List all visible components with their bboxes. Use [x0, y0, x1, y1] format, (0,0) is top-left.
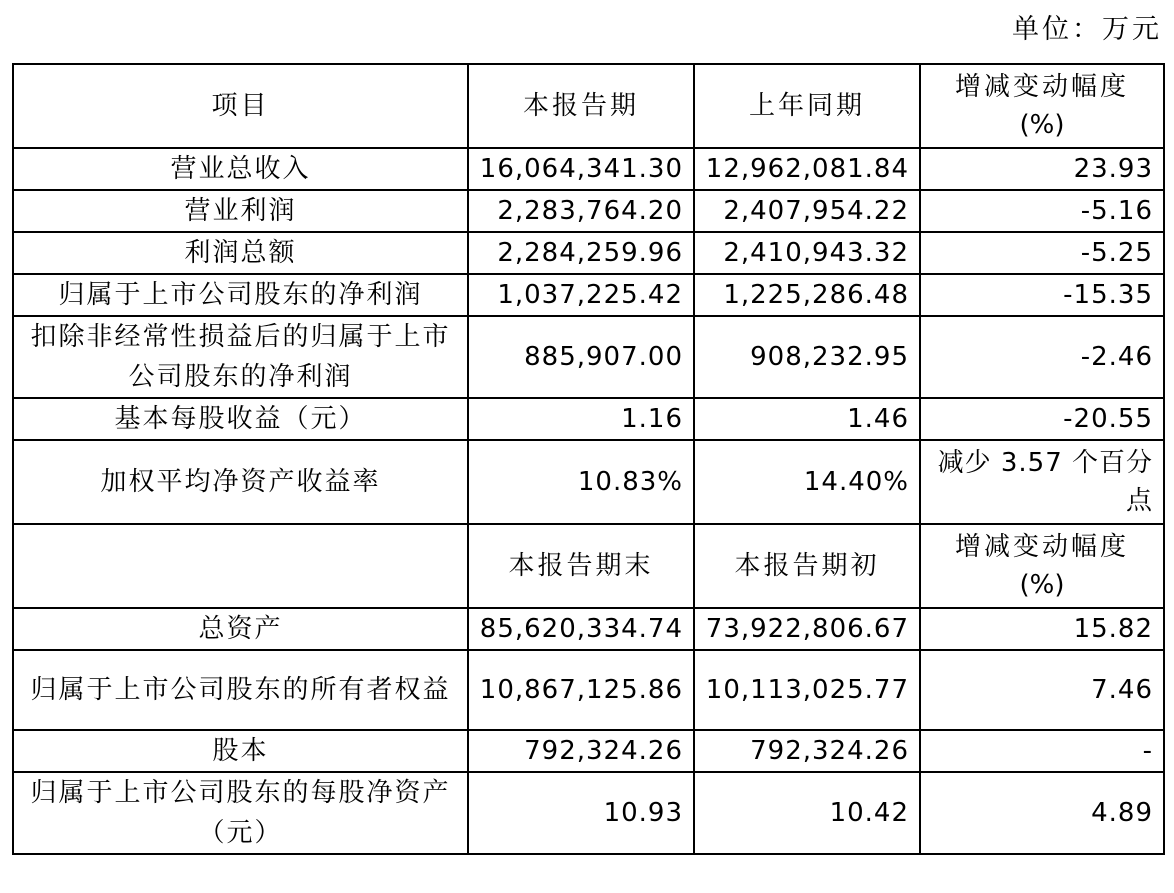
- row-current: 1.16: [468, 398, 694, 440]
- row-current: 2,283,764.20: [468, 190, 694, 232]
- row-change: -20.55: [920, 398, 1164, 440]
- row-item: 基本每股收益（元）: [13, 398, 468, 440]
- table-row: [13, 608, 1164, 650]
- row-current: 85,620,334.74: [468, 608, 694, 650]
- row-item: 加权平均净资产收益率: [13, 440, 468, 524]
- row-current: 1,037,225.42: [468, 274, 694, 316]
- row-prior: 908,232.95: [694, 316, 920, 398]
- row-change: 15.82: [920, 608, 1164, 650]
- row-current: 16,064,341.30: [468, 148, 694, 190]
- row-item: 归属于上市公司股东的所有者权益: [13, 650, 468, 730]
- row-prior: 14.40%: [694, 440, 920, 524]
- header-row-balance: [13, 524, 1164, 608]
- row-change: 23.93: [920, 148, 1164, 190]
- header-change-pct: [920, 64, 1164, 148]
- row-item: 归属于上市公司股东的净利润: [13, 274, 468, 316]
- row-change: 减少 3.57 个百分点: [920, 440, 1164, 524]
- table-row: [13, 772, 1164, 854]
- row-change: -: [920, 730, 1164, 772]
- table-row: [13, 316, 1164, 398]
- row-current: 792,324.26: [468, 730, 694, 772]
- table-row: [13, 730, 1164, 772]
- row-prior: 792,324.26: [694, 730, 920, 772]
- header-change-pct: [920, 524, 1164, 608]
- row-item: 营业总收入: [13, 148, 468, 190]
- row-item: 扣除非经常性损益后的归属于上市公司股东的净利润: [13, 316, 468, 398]
- table-row: [13, 190, 1164, 232]
- row-item: 利润总额: [13, 232, 468, 274]
- row-change: -5.16: [920, 190, 1164, 232]
- row-prior: 1.46: [694, 398, 920, 440]
- table-row: [13, 398, 1164, 440]
- unit-label: 单位：万元: [1012, 14, 1162, 45]
- row-change: 4.89: [920, 772, 1164, 854]
- row-item: 总资产: [13, 608, 468, 650]
- header-change-label: 增减变动幅度: [954, 532, 1129, 562]
- row-prior: 2,407,954.22: [694, 190, 920, 232]
- row-current: 2,284,259.96: [468, 232, 694, 274]
- row-current: 885,907.00: [468, 316, 694, 398]
- row-change: 7.46: [920, 650, 1164, 730]
- row-prior: 1,225,286.48: [694, 274, 920, 316]
- row-prior: 12,962,081.84: [694, 148, 920, 190]
- header-prior-period: 上年同期: [694, 64, 920, 148]
- row-current: 10.83%: [468, 440, 694, 524]
- financial-summary-table: [12, 63, 1165, 855]
- row-current: 10.93: [468, 772, 694, 854]
- header-change-label: 增减变动幅度: [954, 72, 1129, 102]
- table-row: [13, 232, 1164, 274]
- row-current: 10,867,125.86: [468, 650, 694, 730]
- header-period-end: 本报告期末: [468, 524, 694, 608]
- header-item-blank: [13, 524, 468, 608]
- table-row: [13, 148, 1164, 190]
- row-item: 股本: [13, 730, 468, 772]
- header-current-period: 本报告期: [468, 64, 694, 148]
- header-change-unit: (%): [1019, 110, 1065, 140]
- table-row: [13, 274, 1164, 316]
- row-item: 营业利润: [13, 190, 468, 232]
- row-item: 归属于上市公司股东的每股净资产（元）: [13, 772, 468, 854]
- row-change: -15.35: [920, 274, 1164, 316]
- header-item: 项目: [13, 64, 468, 148]
- header-change-unit: (%): [1019, 570, 1065, 600]
- row-prior: 73,922,806.67: [694, 608, 920, 650]
- header-period-start: 本报告期初: [694, 524, 920, 608]
- row-change: -5.25: [920, 232, 1164, 274]
- table-row: [13, 440, 1164, 524]
- row-change: -2.46: [920, 316, 1164, 398]
- table-row: [13, 650, 1164, 730]
- row-prior: 10.42: [694, 772, 920, 854]
- row-prior: 10,113,025.77: [694, 650, 920, 730]
- row-prior: 2,410,943.32: [694, 232, 920, 274]
- header-row-period: [13, 64, 1164, 148]
